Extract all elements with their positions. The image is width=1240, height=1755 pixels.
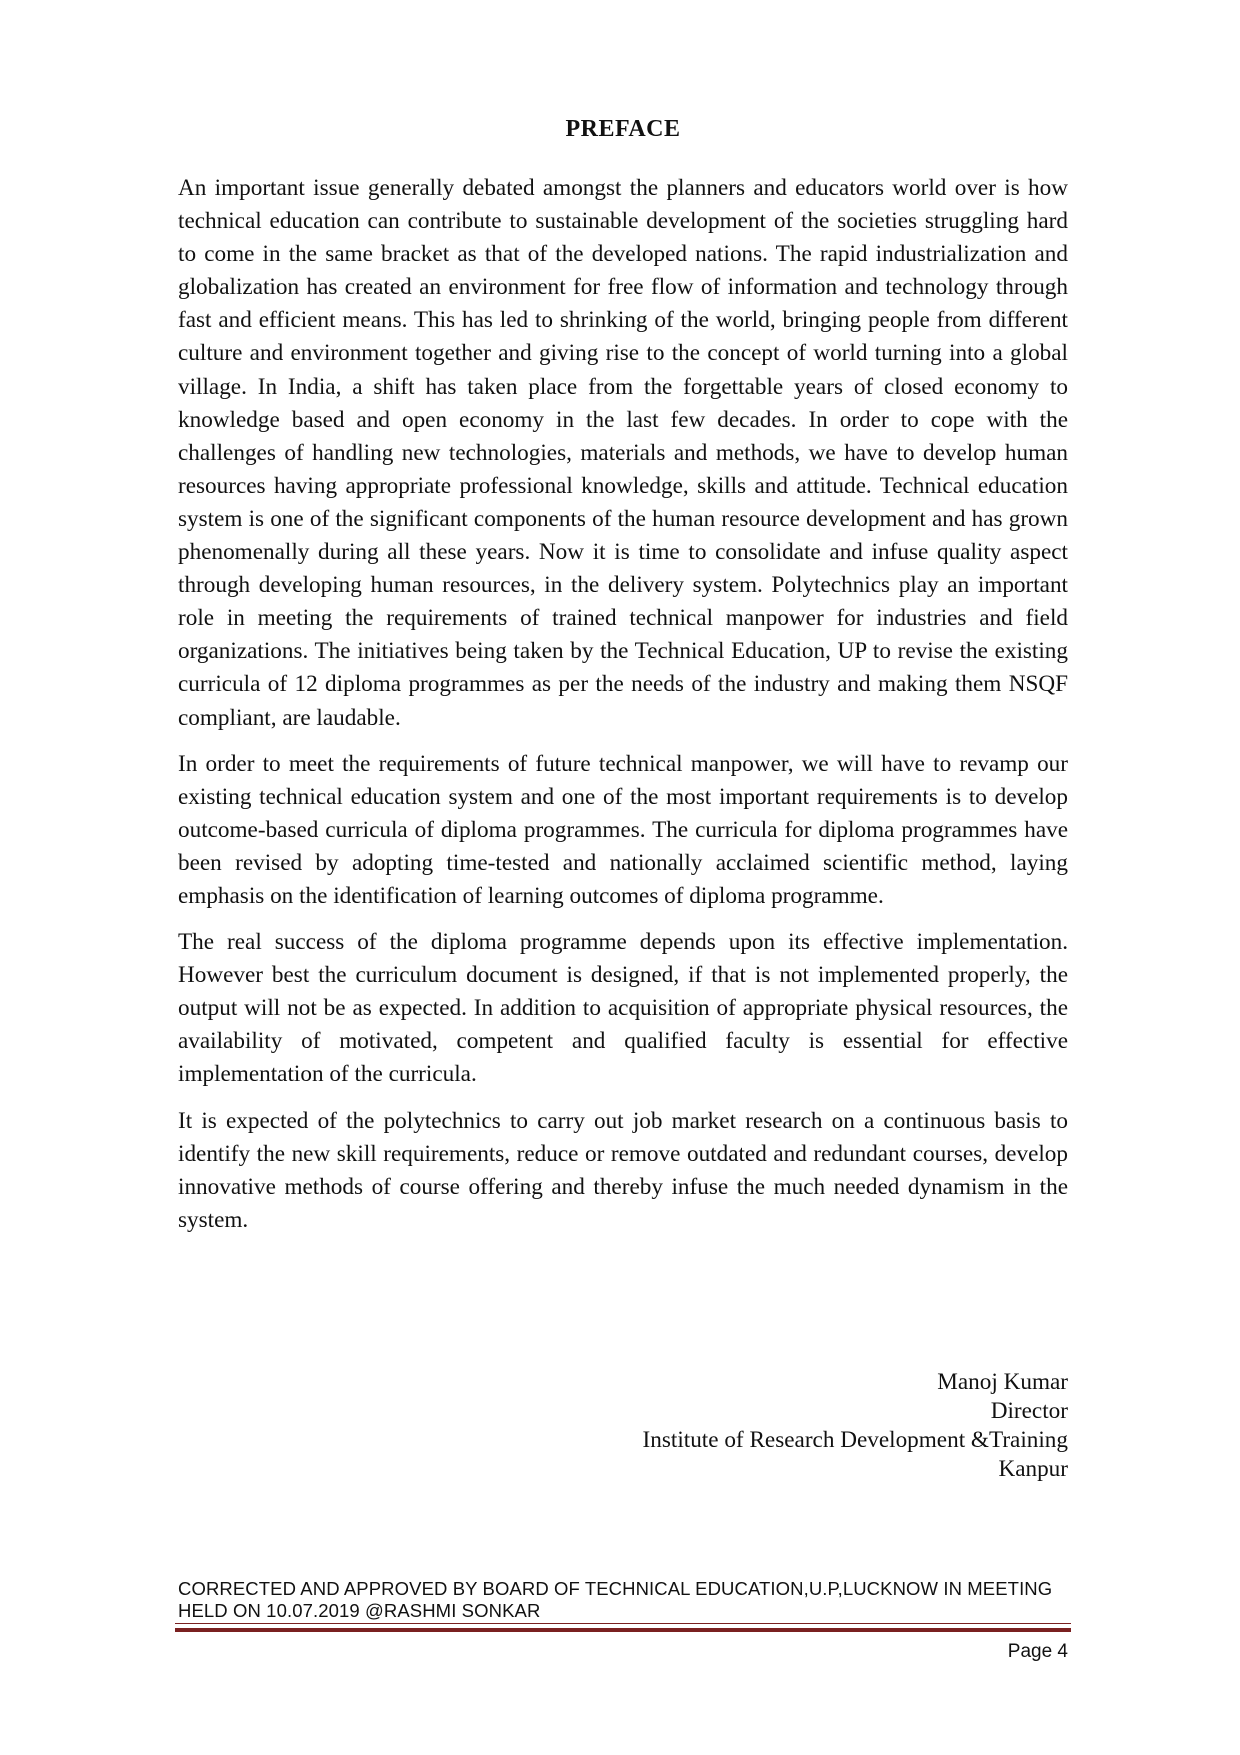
signatory-designation: Director (990, 1398, 1068, 1424)
paragraph-2: In order to meet the requirements of future technical manpower, we will have to revamp our existing technical education system and one of the most important requirements is to develop outcome-based curricula of diploma programmes. The curricula for diploma programmes have been revised by adopting time-tested and nationally acclaimed scientific method, laying emphasis on the identification of learning outcomes of diploma programme. (178, 750, 1068, 909)
signature-block (568, 1368, 1068, 1484)
signatory-institute: Institute of Research Development &Training (642, 1427, 1068, 1453)
paragraph-3: The real success of the diploma programme depends upon its effective implementation. However best the curriculum document is designed, if that is not implemented properly, the output will not be as expected. In addition to acquisition of appropriate physical resources, the availability of motivated, competent and qualified faculty is essential for effective implementation of the curricula. (178, 929, 1068, 1088)
footer-divider-thin (175, 1623, 1071, 1624)
footer-divider-thick (175, 1628, 1071, 1632)
signatory-city: Kanpur (998, 1456, 1068, 1482)
footer-line-2: HELD ON 10.07.2019 @RASHMI SONKAR (178, 1600, 541, 1621)
paragraph-4: It is expected of the polytechnics to carry out job market research on a continuous basis to identify the new skill requirements, reduce or remove outdated and redundant courses, develop innovative methods of course offering and thereby infuse the much needed dynamism in the system. (178, 1107, 1068, 1233)
paragraph-1: An important issue generally debated amongst the planners and educators world over is how technical education can contribute to sustainable development of the societies struggling hard to come in the same bracket as that of the developed nations. The rapid industrialization and globalization has created an environment for free flow of information and technology through fast and efficient means. This has led to shrinking of the world, bringing people from different culture and environment together and giving rise to the concept of world turning into a global village. In India, a shift has taken place from the forgettable years of closed economy to knowledge based and open economy in the last few decades. In order to cope with the challenges of handling new technologies, materials and methods, we have to develop human resources having appropriate professional knowledge, skills and attitude. Technical education system is one of the significant components of the human resource development and has grown phenomenally during all these years. Now it is time to consolidate and infuse quality aspect through developing human resources, in the delivery system. Polytechnics play an important role in meeting the requirements of trained technical manpower for industries and field organizations. The initiatives being taken by the Technical Education, UP to revise the existing curricula of 12 diploma programmes as per the needs of the industry and making them NSQF compliant, are laudable. (178, 175, 1068, 731)
signatory-name: Manoj Kumar (937, 1369, 1068, 1395)
footer-line-1: CORRECTED AND APPROVED BY BOARD OF TECHNICAL EDUCATION,U.P,LUCKNOW IN MEETING (178, 1578, 1053, 1599)
page-title: PREFACE (565, 116, 681, 142)
page-number: Page 4 (1007, 1641, 1068, 1662)
footer-note (178, 1578, 1068, 1622)
preface-body (178, 172, 1068, 1250)
